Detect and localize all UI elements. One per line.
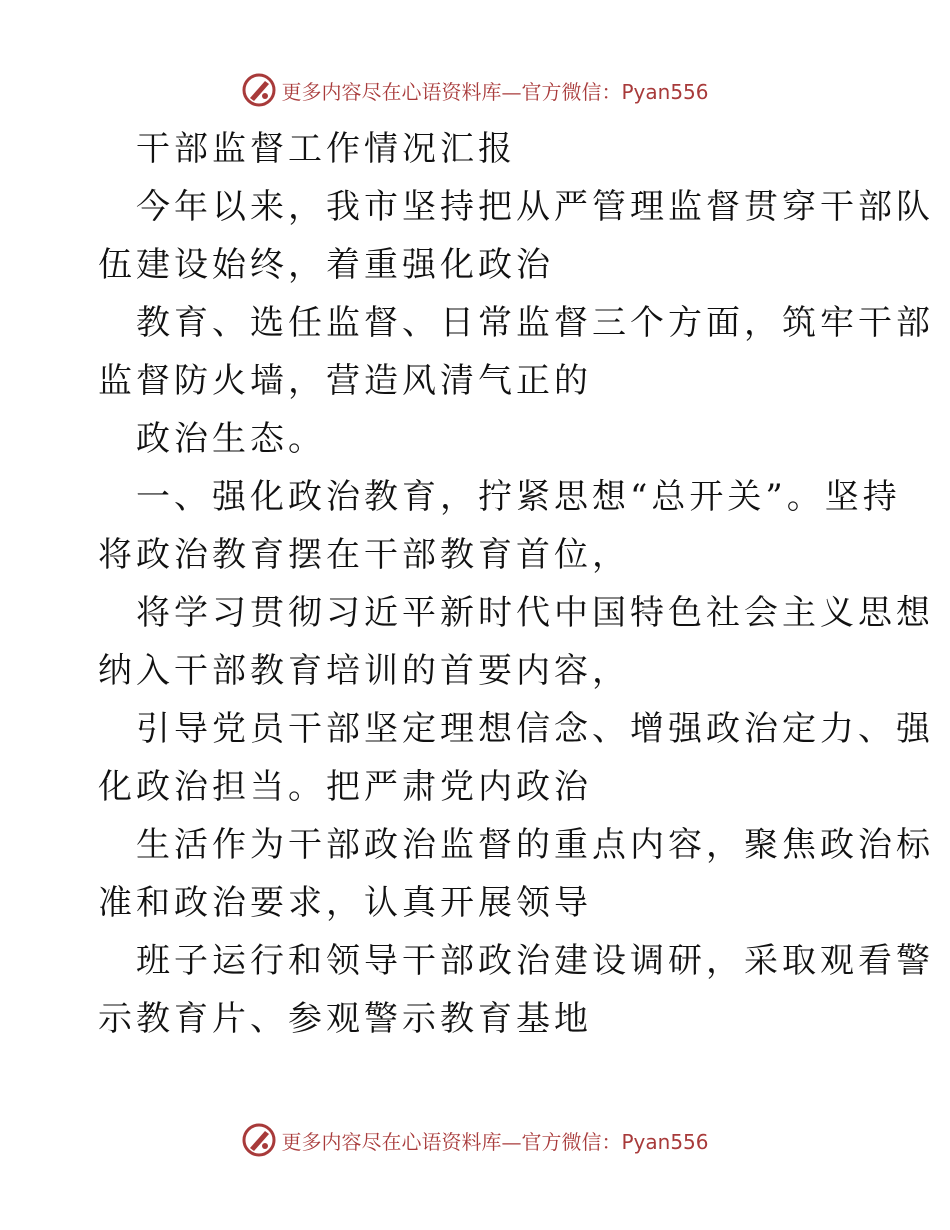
paragraph xyxy=(98,178,934,294)
paragraph-line: 将学习贯彻习近平新时代中国特色社会主义思想 xyxy=(136,593,934,633)
paragraph xyxy=(98,932,934,1048)
footer-watermark xyxy=(0,1120,950,1160)
watermark-text: 更多内容尽在心语资料库—官方微信：Pyan556 xyxy=(281,1129,709,1154)
brand-logo-icon xyxy=(241,72,277,108)
paragraph-line: 教育、选任监督、日常监督三个方面，筑牢干部 xyxy=(136,303,934,343)
paragraph-line: 监督防火墙，营造风清气正的 xyxy=(98,361,592,401)
document-body xyxy=(98,120,934,1048)
paragraph xyxy=(98,700,934,816)
document-title: 干部监督工作情况汇报 xyxy=(136,129,516,169)
paragraph-line: 一、强化政治教育，拧紧思想“总开关”。坚持 xyxy=(136,477,901,517)
paragraph-line: 政治生态。 xyxy=(136,419,326,459)
paragraph xyxy=(98,294,934,410)
paragraph-line: 将政治教育摆在干部教育首位， xyxy=(98,535,630,575)
paragraph-line: 准和政治要求，认真开展领导 xyxy=(98,883,592,923)
paragraph-line: 生活作为干部政治监督的重点内容，聚焦政治标 xyxy=(136,825,934,865)
brand-logo-icon xyxy=(241,1122,277,1158)
paragraph xyxy=(98,410,858,468)
paragraph-line: 示教育片、参观警示教育基地 xyxy=(98,999,592,1039)
paragraph-line: 化政治担当。把严肃党内政治 xyxy=(98,767,592,807)
header-watermark xyxy=(0,70,950,110)
paragraph-line: 班子运行和领导干部政治建设调研，采取观看警 xyxy=(136,941,934,981)
watermark-wechat-id: Pyan556 xyxy=(621,1129,709,1154)
paragraph xyxy=(98,816,934,932)
paragraph-line: 今年以来，我市坚持把从严管理监督贯穿干部队 xyxy=(136,187,934,227)
paragraph-line: 伍建设始终，着重强化政治 xyxy=(98,245,554,285)
paragraph-line: 引导党员干部坚定理想信念、增强政治定力、强 xyxy=(136,709,934,749)
watermark-wechat-id: Pyan556 xyxy=(621,79,709,104)
paragraph-line: 纳入干部教育培训的首要内容， xyxy=(98,651,630,691)
watermark-text: 更多内容尽在心语资料库—官方微信：Pyan556 xyxy=(281,79,709,104)
paragraph xyxy=(98,584,934,700)
paragraph xyxy=(98,468,901,584)
